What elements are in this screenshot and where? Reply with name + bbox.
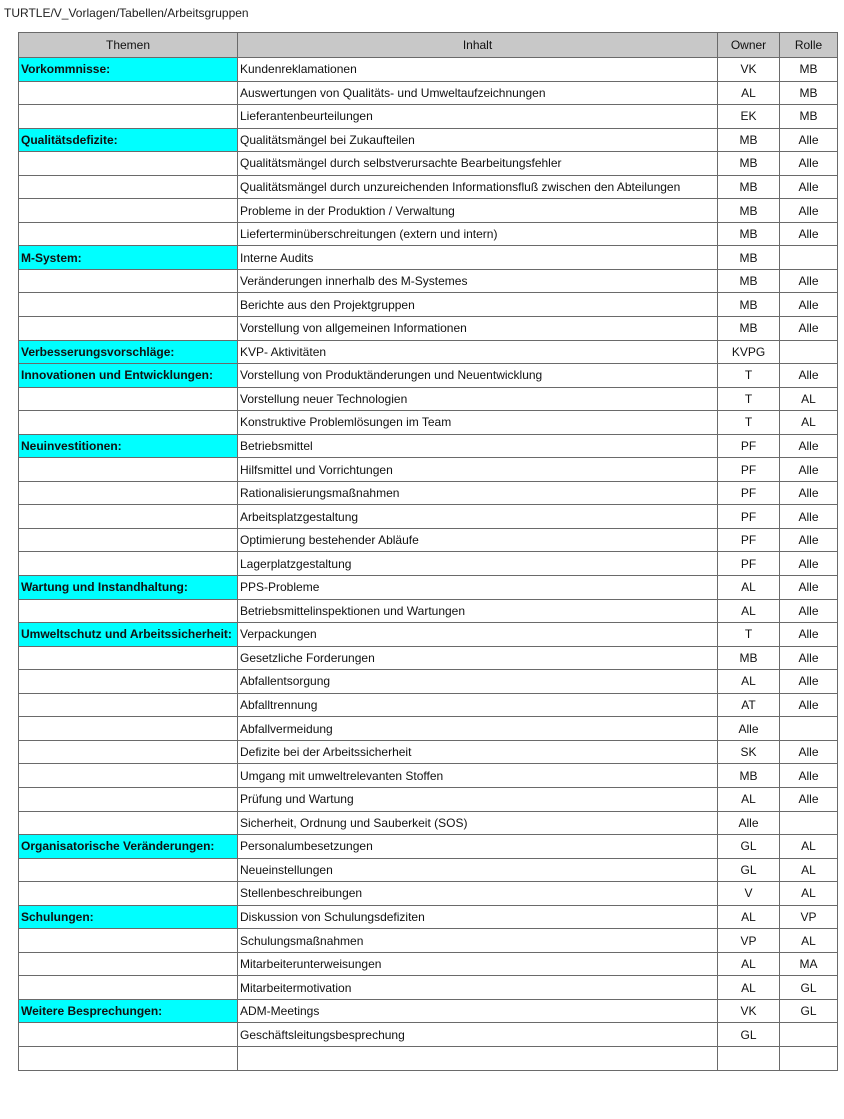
theme-cell: M-System: — [19, 246, 238, 270]
table-row — [19, 528, 838, 552]
role-cell: Alle — [780, 458, 838, 482]
owner-cell: GL — [718, 835, 780, 859]
content-cell: Personalumbesetzungen — [238, 835, 718, 859]
theme-cell — [19, 293, 238, 317]
role-cell: Alle — [780, 787, 838, 811]
owner-cell: VK — [718, 999, 780, 1023]
theme-cell: Innovationen und Entwicklungen: — [19, 364, 238, 388]
role-cell: Alle — [780, 481, 838, 505]
owner-cell: AL — [718, 976, 780, 1000]
content-cell: Verpackungen — [238, 623, 718, 647]
owner-cell: SK — [718, 740, 780, 764]
owner-cell: MB — [718, 246, 780, 270]
role-cell: VP — [780, 905, 838, 929]
theme-cell — [19, 1046, 238, 1070]
content-cell: Stellenbeschreibungen — [238, 882, 718, 906]
theme-cell — [19, 1023, 238, 1047]
content-cell: Auswertungen von Qualitäts- und Umweltaufzeichnungen — [238, 81, 718, 105]
content-cell: Prüfung und Wartung — [238, 787, 718, 811]
owner-cell: MB — [718, 152, 780, 176]
table-row — [19, 999, 838, 1023]
content-cell: Geschäftsleitungsbesprechung — [238, 1023, 718, 1047]
theme-cell — [19, 599, 238, 623]
content-cell: Probleme in der Produktion / Verwaltung — [238, 199, 718, 223]
theme-cell: Schulungen: — [19, 905, 238, 929]
role-cell: Alle — [780, 364, 838, 388]
owner-cell: T — [718, 364, 780, 388]
table-row — [19, 128, 838, 152]
content-cell: Lieferantenbeurteilungen — [238, 105, 718, 129]
role-cell: Alle — [780, 599, 838, 623]
role-cell: AL — [780, 835, 838, 859]
theme-cell — [19, 411, 238, 435]
table-row — [19, 105, 838, 129]
role-cell: Alle — [780, 552, 838, 576]
theme-cell — [19, 693, 238, 717]
content-cell: Betriebsmittel — [238, 434, 718, 458]
theme-cell — [19, 764, 238, 788]
role-cell — [780, 246, 838, 270]
content-cell: Schulungsmaßnahmen — [238, 929, 718, 953]
theme-cell — [19, 552, 238, 576]
table-row — [19, 811, 838, 835]
theme-cell: Qualitätsdefizite: — [19, 128, 238, 152]
header-rolle: Rolle — [780, 33, 838, 58]
owner-cell: T — [718, 411, 780, 435]
table-row — [19, 952, 838, 976]
content-cell: Vorstellung neuer Technologien — [238, 387, 718, 411]
owner-cell: MB — [718, 646, 780, 670]
content-cell: ADM-Meetings — [238, 999, 718, 1023]
content-cell: Berichte aus den Projektgruppen — [238, 293, 718, 317]
theme-cell — [19, 858, 238, 882]
theme-cell — [19, 81, 238, 105]
table-row — [19, 599, 838, 623]
table-row — [19, 293, 838, 317]
content-cell: Kundenreklamationen — [238, 58, 718, 82]
table-row — [19, 458, 838, 482]
role-cell: AL — [780, 929, 838, 953]
role-cell: MB — [780, 105, 838, 129]
role-cell: Alle — [780, 199, 838, 223]
owner-cell: Alle — [718, 717, 780, 741]
content-cell: Qualitätsmängel bei Zukaufteilen — [238, 128, 718, 152]
content-cell: Defizite bei der Arbeitssicherheit — [238, 740, 718, 764]
content-cell: Qualitätsmängel durch unzureichenden Informationsfluß zwischen den Abteilungen — [238, 175, 718, 199]
role-cell: Alle — [780, 317, 838, 341]
table-row — [19, 81, 838, 105]
table-row — [19, 222, 838, 246]
theme-cell — [19, 670, 238, 694]
header-themen: Themen — [19, 33, 238, 58]
owner-cell: GL — [718, 858, 780, 882]
role-cell — [780, 811, 838, 835]
theme-cell — [19, 481, 238, 505]
owner-cell: KVPG — [718, 340, 780, 364]
role-cell: Alle — [780, 764, 838, 788]
role-cell: Alle — [780, 505, 838, 529]
content-cell: Vorstellung von allgemeinen Informationen — [238, 317, 718, 341]
table-row — [19, 646, 838, 670]
owner-cell: MB — [718, 128, 780, 152]
table-row — [19, 340, 838, 364]
content-cell: Abfallvermeidung — [238, 717, 718, 741]
table-row — [19, 858, 838, 882]
owner-cell: EK — [718, 105, 780, 129]
owner-cell: PF — [718, 458, 780, 482]
content-cell: Lieferterminüberschreitungen (extern und intern) — [238, 222, 718, 246]
role-cell: Alle — [780, 269, 838, 293]
content-cell: Konstruktive Problemlösungen im Team — [238, 411, 718, 435]
theme-cell — [19, 787, 238, 811]
role-cell: Alle — [780, 222, 838, 246]
table-row — [19, 976, 838, 1000]
breadcrumb: TURTLE/V_Vorlagen/Tabellen/Arbeitsgruppen — [4, 6, 249, 20]
table-header-row — [19, 33, 838, 58]
role-cell: AL — [780, 411, 838, 435]
content-cell: Rationalisierungsmaßnahmen — [238, 481, 718, 505]
theme-cell — [19, 105, 238, 129]
role-cell — [780, 340, 838, 364]
role-cell: MB — [780, 81, 838, 105]
table-row — [19, 835, 838, 859]
theme-cell: Vorkommnisse: — [19, 58, 238, 82]
owner-cell: Alle — [718, 811, 780, 835]
content-cell: Arbeitsplatzgestaltung — [238, 505, 718, 529]
theme-cell: Organisatorische Veränderungen: — [19, 835, 238, 859]
owner-cell: PF — [718, 434, 780, 458]
theme-cell: Umweltschutz und Arbeitssicherheit: — [19, 623, 238, 647]
theme-cell — [19, 929, 238, 953]
table-row — [19, 481, 838, 505]
theme-cell — [19, 882, 238, 906]
owner-cell: PF — [718, 505, 780, 529]
role-cell: Alle — [780, 152, 838, 176]
content-cell: Diskussion von Schulungsdefiziten — [238, 905, 718, 929]
content-cell: PPS-Probleme — [238, 576, 718, 600]
table-row — [19, 576, 838, 600]
owner-cell: AL — [718, 952, 780, 976]
table-row — [19, 152, 838, 176]
theme-cell — [19, 458, 238, 482]
role-cell: Alle — [780, 175, 838, 199]
theme-cell: Wartung und Instandhaltung: — [19, 576, 238, 600]
table-row — [19, 905, 838, 929]
theme-cell: Weitere Besprechungen: — [19, 999, 238, 1023]
owner-cell: T — [718, 623, 780, 647]
theme-cell — [19, 646, 238, 670]
owner-cell: T — [718, 387, 780, 411]
owner-cell: PF — [718, 552, 780, 576]
content-cell: Mitarbeiterunterweisungen — [238, 952, 718, 976]
role-cell: Alle — [780, 128, 838, 152]
owner-cell: GL — [718, 1023, 780, 1047]
role-cell: AL — [780, 882, 838, 906]
table-row — [19, 269, 838, 293]
theme-cell: Neuinvestitionen: — [19, 434, 238, 458]
owner-cell: AL — [718, 787, 780, 811]
table-row — [19, 58, 838, 82]
owner-cell: V — [718, 882, 780, 906]
theme-cell — [19, 152, 238, 176]
content-cell: Gesetzliche Forderungen — [238, 646, 718, 670]
theme-cell — [19, 269, 238, 293]
owner-cell: AL — [718, 599, 780, 623]
role-cell: Alle — [780, 740, 838, 764]
content-cell: Vorstellung von Produktänderungen und Neuentwicklung — [238, 364, 718, 388]
owner-cell: MB — [718, 764, 780, 788]
theme-cell — [19, 222, 238, 246]
owner-cell: VK — [718, 58, 780, 82]
theme-cell — [19, 952, 238, 976]
owner-cell: AT — [718, 693, 780, 717]
content-cell: Optimierung bestehender Abläufe — [238, 528, 718, 552]
theme-cell — [19, 387, 238, 411]
role-cell: AL — [780, 858, 838, 882]
header-owner: Owner — [718, 33, 780, 58]
owner-cell: AL — [718, 905, 780, 929]
role-cell — [780, 1023, 838, 1047]
table-row — [19, 411, 838, 435]
owner-cell: AL — [718, 670, 780, 694]
content-cell: Interne Audits — [238, 246, 718, 270]
table-row — [19, 364, 838, 388]
theme-cell — [19, 505, 238, 529]
theme-cell — [19, 528, 238, 552]
table-row — [19, 764, 838, 788]
theme-cell — [19, 740, 238, 764]
role-cell — [780, 1046, 838, 1070]
role-cell: Alle — [780, 623, 838, 647]
owner-cell: PF — [718, 481, 780, 505]
content-cell: Betriebsmittelinspektionen und Wartungen — [238, 599, 718, 623]
arbeitsgruppen-table — [18, 32, 838, 1071]
role-cell: MA — [780, 952, 838, 976]
table-row — [19, 175, 838, 199]
role-cell — [780, 717, 838, 741]
theme-cell — [19, 717, 238, 741]
table-row — [19, 199, 838, 223]
table-row — [19, 317, 838, 341]
theme-cell — [19, 976, 238, 1000]
table-row — [19, 787, 838, 811]
table-body — [19, 58, 838, 1071]
content-cell: Qualitätsmängel durch selbstverursachte Bearbeitungsfehler — [238, 152, 718, 176]
role-cell: GL — [780, 976, 838, 1000]
content-cell: Sicherheit, Ordnung und Sauberkeit (SOS) — [238, 811, 718, 835]
table-row — [19, 929, 838, 953]
table-row — [19, 246, 838, 270]
table-row — [19, 434, 838, 458]
role-cell: Alle — [780, 670, 838, 694]
role-cell: Alle — [780, 528, 838, 552]
content-cell: Abfallentsorgung — [238, 670, 718, 694]
content-cell: Veränderungen innerhalb des M-Systemes — [238, 269, 718, 293]
owner-cell: PF — [718, 528, 780, 552]
table-row — [19, 623, 838, 647]
content-cell: Lagerplatzgestaltung — [238, 552, 718, 576]
role-cell: Alle — [780, 693, 838, 717]
owner-cell: MB — [718, 293, 780, 317]
table-row — [19, 1046, 838, 1070]
owner-cell — [718, 1046, 780, 1070]
role-cell: GL — [780, 999, 838, 1023]
content-cell: KVP- Aktivitäten — [238, 340, 718, 364]
table-row — [19, 387, 838, 411]
table-row — [19, 1023, 838, 1047]
role-cell: MB — [780, 58, 838, 82]
content-cell — [238, 1046, 718, 1070]
content-cell: Mitarbeitermotivation — [238, 976, 718, 1000]
owner-cell: MB — [718, 269, 780, 293]
owner-cell: AL — [718, 576, 780, 600]
header-inhalt: Inhalt — [238, 33, 718, 58]
role-cell: Alle — [780, 576, 838, 600]
theme-cell — [19, 199, 238, 223]
owner-cell: MB — [718, 317, 780, 341]
owner-cell: VP — [718, 929, 780, 953]
owner-cell: MB — [718, 199, 780, 223]
table-row — [19, 670, 838, 694]
content-cell: Umgang mit umweltrelevanten Stoffen — [238, 764, 718, 788]
table-row — [19, 505, 838, 529]
content-cell: Neueinstellungen — [238, 858, 718, 882]
owner-cell: MB — [718, 175, 780, 199]
role-cell: Alle — [780, 293, 838, 317]
table-row — [19, 552, 838, 576]
theme-cell: Verbesserungsvorschläge: — [19, 340, 238, 364]
content-cell: Abfalltrennung — [238, 693, 718, 717]
content-cell: Hilfsmittel und Vorrichtungen — [238, 458, 718, 482]
table-row — [19, 882, 838, 906]
theme-cell — [19, 811, 238, 835]
role-cell: AL — [780, 387, 838, 411]
table-row — [19, 693, 838, 717]
owner-cell: AL — [718, 81, 780, 105]
table-row — [19, 717, 838, 741]
theme-cell — [19, 317, 238, 341]
owner-cell: MB — [718, 222, 780, 246]
table-row — [19, 740, 838, 764]
role-cell: Alle — [780, 646, 838, 670]
theme-cell — [19, 175, 238, 199]
role-cell: Alle — [780, 434, 838, 458]
